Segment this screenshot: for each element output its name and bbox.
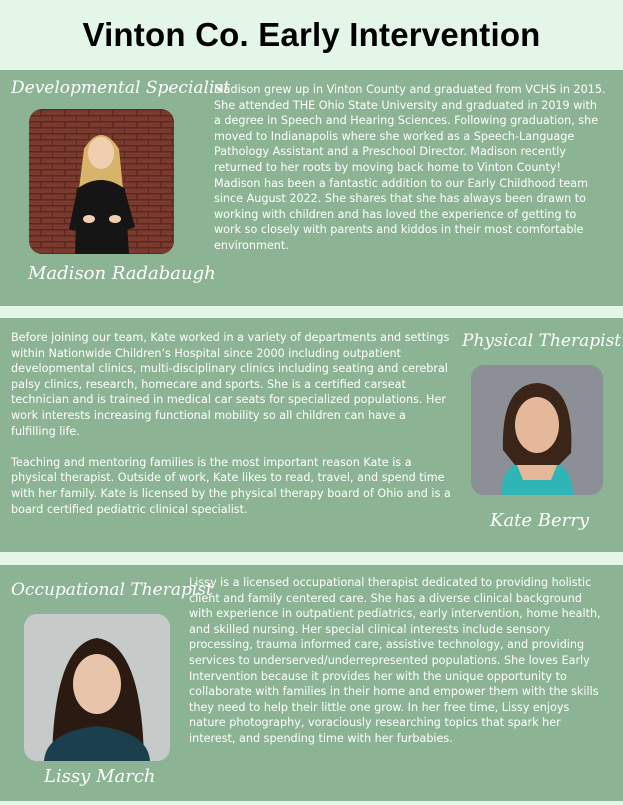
bio-text: Lissy is a licensed occupational therapist dedicated to providing holistic client and family centered care. She has a diverse clinical background with experience in outpatient pediatrics, early intervention, home health, and skilled nursing. Her special clinical interests include sensory processing, trauma informed care, assistive technology, and providing services to underserved/underrepresented populations. She loves Early Intervention because it provides her with the unique opportunity to collaborate with families in their home and empower them with the skills they need to help their little one grow. In her free time, Lissy enjoys nature photography, voraciously researching topics that spark her interest, and spending time with her furbabies. xyxy=(189,576,601,745)
person-name: Kate Berry xyxy=(490,510,590,531)
photo-lissy xyxy=(24,614,170,761)
person-name: Madison Radabaugh xyxy=(28,263,216,284)
person-name: Lissy March xyxy=(44,766,156,787)
role-title: Physical Therapist xyxy=(462,331,622,351)
bio-text: Madison grew up in Vinton County and graduated from VCHS in 2015. She attended THE Ohio State University and graduated in 2019 with a degree in Speech and Hearing Sciences. Following graduation, she moved to Indianapolis where she worked as a Speech-Language Pathology Assistant and a Preschool Director. Madison recently returned to her roots by moving back home to Vinton County! Madison has been a fantastic addition to our Early Childhood team since August 2022. She shares that she has always been drawn to working with children and has loved the experience of getting to work so closely with parents and kiddos in their most comfortable environment. xyxy=(214,83,606,252)
page-title: Vinton Co. Early Intervention xyxy=(82,16,541,53)
role-title: Occupational Therapist xyxy=(11,580,213,600)
photo-kate xyxy=(471,365,603,495)
bio-text: Before joining our team, Kate worked in a variety of departments and settings within Nationwide Children‘s Hospital since 2000 including outpatient developmental clinics, multi-disciplinary clinics including seating and cerebral palsy clinics, research, homecare and sports. She is a certified carseat technician and is trained in medical car seats for specialized populations. Her work interests increasing functional mobility so all children can have a fulfilling life. Teaching and mentoring families is the most important reason Kate is a physical therapist. Outside of work, Kate likes to read, travel, and spend time with her family. Kate is licensed by the physical therapy board of Ohio and is a board certified pediatric clinical specialist. xyxy=(11,331,451,516)
photo-madison xyxy=(29,109,174,254)
role-title: Developmental Specialist xyxy=(11,78,230,98)
